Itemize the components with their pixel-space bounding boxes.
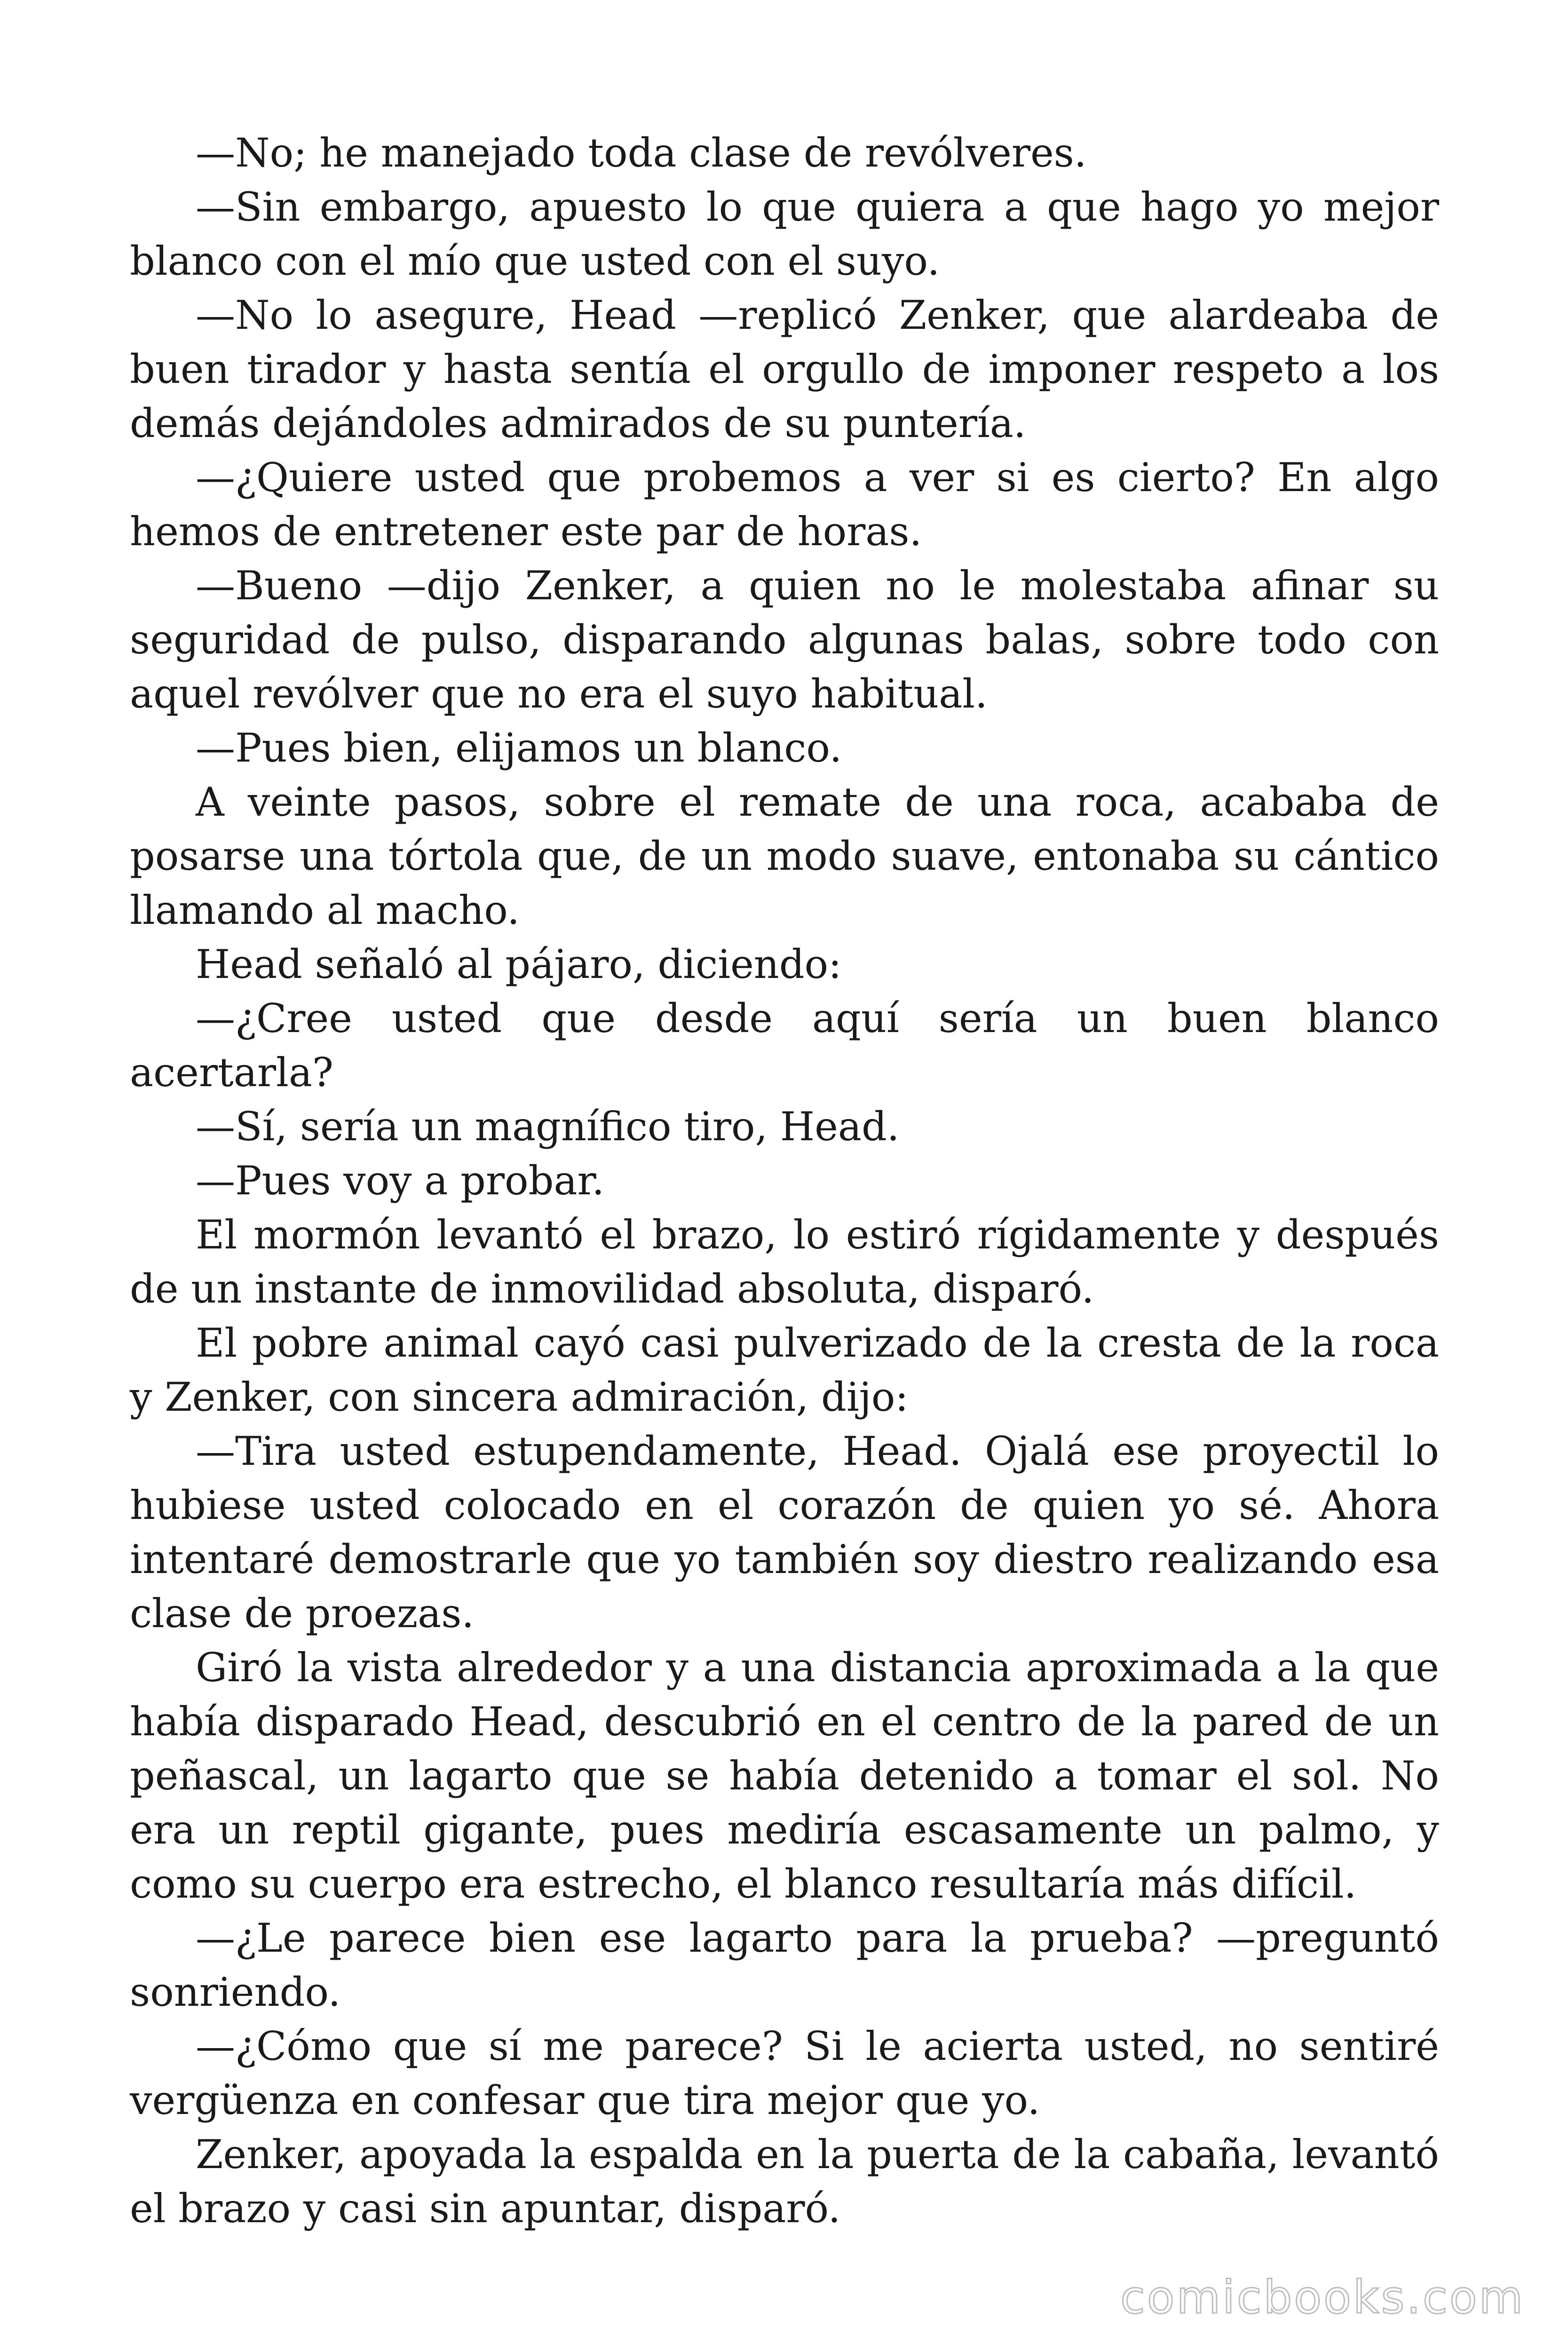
paragraph: El mormón levantó el brazo, lo estiró rígidamente y después de un instante de inmovilidad absoluta, disparó. xyxy=(130,1212,1439,1312)
paragraph: —No; he manejado toda clase de revólveres. xyxy=(196,130,1087,176)
paragraph: —Pues voy a probar. xyxy=(196,1158,605,1204)
paragraph: —Pues bien, elijamos un blanco. xyxy=(196,725,842,771)
paragraph: —Sin embargo, apuesto lo que quiera a que hago yo mejor blanco con el mío que usted con el suyo. xyxy=(130,184,1439,284)
paragraph: —¿Cree usted que desde aquí sería un buen blanco acertarla? xyxy=(130,995,1439,1096)
body-text xyxy=(130,126,1439,2236)
paragraph: —¿Quiere usted que probemos a ver si es cierto? En algo hemos de entretener este par de horas. xyxy=(130,454,1439,555)
paragraph: Giró la vista alrededor y a una distancia aproximada a la que había disparado Head, descubrió en el centro de la pared de un peñascal, un lagarto que se había detenido a tomar el sol. No era un reptil gigante, pues mediría escasamente un palmo, y como su cuerpo era estrecho, el blanco resultaría más difícil. xyxy=(130,1645,1439,1907)
paragraph: El pobre animal cayó casi pulverizado de la cresta de la roca y Zenker, con sincera admiración, dijo: xyxy=(130,1320,1439,1420)
paragraph: Head señaló al pájaro, diciendo: xyxy=(196,941,842,987)
watermark: comicbooks.com xyxy=(1120,2271,1525,2324)
paragraph: —No lo asegure, Head —replicó Zenker, que alardeaba de buen tirador y hasta sentía el orgullo de imponer respeto a los demás dejándoles admirados de su puntería. xyxy=(130,292,1439,446)
paragraph: —Bueno —dijo Zenker, a quien no le molestaba afinar su seguridad de pulso, disparando algunas balas, sobre todo con aquel revólver que no era el suyo habitual. xyxy=(130,563,1439,717)
paragraph: A veinte pasos, sobre el remate de una roca, acababa de posarse una tórtola que, de un modo suave, entonaba su cántico llamando al macho. xyxy=(130,779,1439,933)
paragraph: Zenker, apoyada la espalda en la puerta de la cabaña, levantó el brazo y casi sin apuntar, disparó. xyxy=(130,2131,1439,2232)
paragraph: —Sí, sería un magnífico tiro, Head. xyxy=(196,1104,900,1150)
paragraph: —¿Cómo que sí me parece? Si le acierta usted, no sentiré vergüenza en confesar que tira mejor que yo. xyxy=(130,2023,1439,2123)
paragraph: —Tira usted estupendamente, Head. Ojalá ese proyectil lo hubiese usted colocado en el corazón de quien yo sé. Ahora intentaré demostrarle que yo también soy diestro realizando esa clase de proezas. xyxy=(130,1428,1439,1637)
paragraph: —¿Le parece bien ese lagarto para la prueba? —preguntó sonriendo. xyxy=(130,1915,1439,2015)
